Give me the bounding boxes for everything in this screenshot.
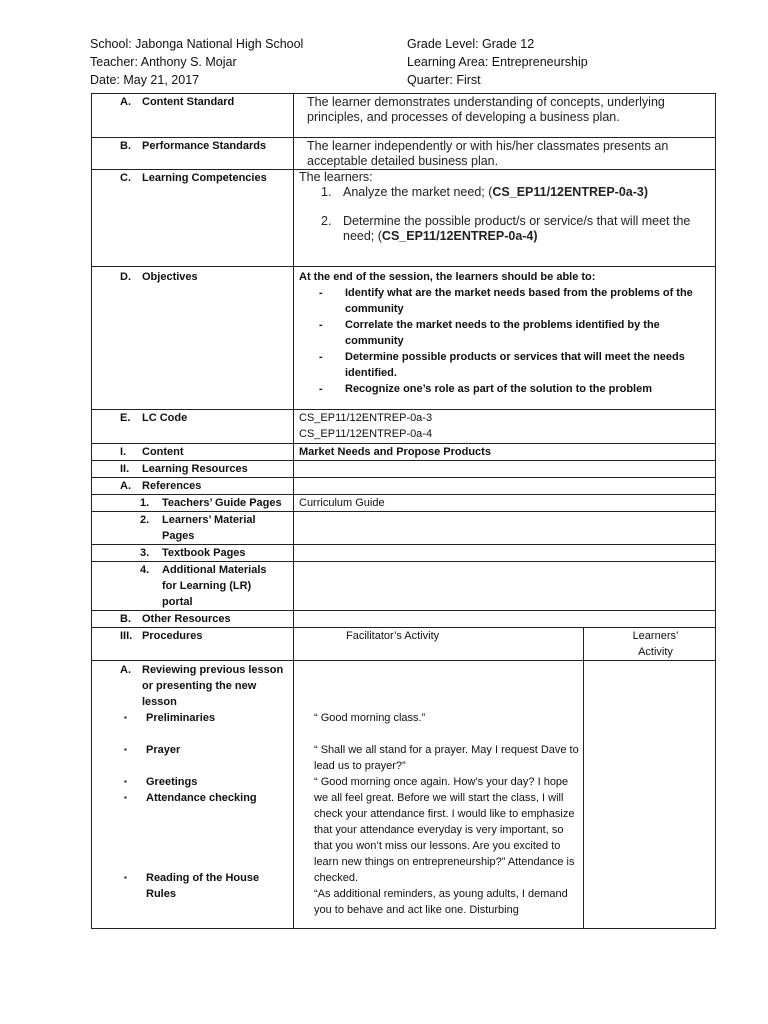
row-other-resources: B. Other Resources (92, 611, 716, 628)
step-attendance: ▪ Attendance checking (124, 792, 257, 804)
learners-activity-header: Learners’ Activity (632, 630, 679, 658)
reference-label: Learners’ Material Pages (162, 514, 256, 542)
other-resources-label: Other Resources (142, 613, 231, 625)
bullet-icon: ▪ (124, 793, 127, 802)
bullet-icon: ▪ (124, 873, 127, 882)
performance-standards-text: The learner independently or with his/her classmates presents an acceptable detailed business plan. (307, 139, 669, 168)
learning-competencies-label: Learning Competencies (142, 172, 267, 184)
competency-item: 1. Analyze the market need; (CS_EP11/12ENTREP-0a-3) (321, 185, 649, 199)
step-greetings: ▪ Greetings (124, 776, 198, 788)
row-reference-item: 2. Learners’ Material Pages (92, 512, 716, 545)
school-name: School: Jabonga National High School (90, 37, 304, 51)
reference-value: Curriculum Guide (299, 497, 385, 509)
row-reviewing-lesson: A. Reviewing previous lesson or presenting the new lesson ▪ Preliminaries ▪ Prayer ▪ Greetings ▪ Attendance checking ▪ Reading of the House Rules “ Good morning class.” “ Shall we all stand for a prayer. May I request Dave to lead us to prayer?” “ Good morning once again. How’s your day? I hope we all feel great. Before we will start the class, I will check your attendance first. I would like to emphasize that your attendance everyday is very important, so that you won’t miss our lessons. Are you excited to learn new things on entrepreneurship?” Attendance is checked. “As additional reminders, as young adults, I demand you to behave and act like one. Disturbing (92, 661, 716, 929)
lc-code-value: CS_EP11/12ENTREP-0a-3 (299, 412, 433, 424)
objective-item: - Correlate the market needs to the problems identified by the community (319, 319, 660, 347)
row-objectives: D. Objectives At the end of the session, the learners should be able to: - Identify what are the market needs based from the problems of the community - Correlate the market needs to the problems identified by the community - Determine possible products or services that will meet the needs identified. - Recognize one’s role as part of the solution to the problem (92, 267, 716, 410)
row-procedures: III. Procedures Facilitator’s Activity Learners’ Activity (92, 628, 716, 661)
header-left (90, 35, 303, 89)
header-right (407, 35, 588, 89)
learning-area: Learning Area: Entrepreneurship (407, 55, 588, 69)
objectives-list (299, 285, 709, 397)
procedures-label: Procedures (142, 630, 203, 642)
objectives-intro: At the end of the session, the learners should be able to: (299, 271, 596, 283)
row-learning-competencies: C. Learning Competencies The learners: 1. Analyze the market need; (CS_EP11/12ENTREP-0a-3) 2. Determine the possible product/s or service/s that will meet the need; (CS_EP11/12ENTREP-0a-4) (92, 170, 716, 267)
row-references: A. References (92, 478, 716, 495)
row-learning-resources: II. Learning Resources (92, 461, 716, 478)
bullet-icon: ▪ (124, 745, 127, 754)
objectives-label: Objectives (142, 271, 198, 283)
facilitator-greetings: “ Good morning once again. How’s your day? I hope we all feel great. Before we will start the class, I will check your attendance first. I would like to emphasize that your attendance everyday is very important, so that you won’t miss our lessons. Are you excited to learn new things on entrepreneurship?” Attendance is checked. (314, 776, 575, 884)
lc-code-value: CS_EP11/12ENTREP-0a-4 (299, 428, 433, 440)
teacher-name: Teacher: Anthony S. Mojar (90, 55, 237, 69)
reference-label: Teachers’ Guide Pages (162, 497, 282, 509)
quarter: Quarter: First (407, 73, 481, 87)
row-performance-standards: B. Performance Standards The learner independently or with his/her classmates presents an acceptable detailed business plan. (92, 138, 716, 170)
row-content: I. Content Market Needs and Propose Products (92, 444, 716, 461)
row-lc-code: E. LC Code CS_EP11/12ENTREP-0a-3 CS_EP11/12ENTREP-0a-4 (92, 410, 716, 444)
competencies-intro: The learners: (299, 170, 373, 184)
facilitator-prayer: “ Shall we all stand for a prayer. May I request Dave to lead us to prayer?” (314, 744, 579, 772)
content-standard-text: The learner demonstrates understanding of concepts, underlying principles, and processes of developing a business plan. (307, 95, 665, 124)
learners-activity-cell (584, 661, 716, 929)
reference-label: Textbook Pages (162, 547, 246, 559)
lesson-plan-table (91, 93, 716, 929)
performance-standards-label: Performance Standards (142, 140, 267, 152)
learning-resources-label: Learning Resources (142, 463, 248, 475)
content-value: Market Needs and Propose Products (299, 446, 491, 458)
row-reference-item: 4. Additional Materials for Learning (LR) portal (92, 562, 716, 611)
step-prayer: ▪ Prayer (124, 744, 181, 756)
row-reference-item: 3. Textbook Pages (92, 545, 716, 562)
facilitator-house-rules: “As additional reminders, as young adults, I demand you to behave and act like one. Disturbing (314, 888, 568, 916)
step-house-rules: ▪ Reading of the House Rules (124, 872, 260, 900)
row-reference-item: 1. Teachers’ Guide Pages Curriculum Guide (92, 495, 716, 512)
row-content-standard: A. Content Standard The learner demonstrates understanding of concepts, underlying principles, and processes of developing a business plan. (92, 94, 716, 138)
bullet-icon: ▪ (124, 713, 127, 722)
facilitator-activity-header: Facilitator’s Activity (346, 630, 440, 642)
bullet-icon: ▪ (124, 777, 127, 786)
grade-level: Grade Level: Grade 12 (407, 37, 535, 51)
step-preliminaries: ▪ Preliminaries (124, 712, 216, 724)
lc-code-label: LC Code (142, 412, 188, 424)
facilitator-preliminaries: “ Good morning class.” (314, 712, 426, 724)
content-standard-label: Content Standard (142, 96, 235, 108)
lesson-date: Date: May 21, 2017 (90, 73, 200, 87)
competency-item: 2. Determine the possible product/s or service/s that will meet the need; (CS_EP11/12ENTREP-0a-4) (321, 214, 691, 243)
content-label: Content (142, 446, 184, 458)
objective-item: - Determine possible products or services that will meet the needs identified. (319, 351, 685, 379)
objective-item: - Recognize one’s role as part of the solution to the problem (319, 383, 653, 395)
objective-item: - Identify what are the market needs based from the problems of the community (319, 287, 693, 315)
reference-label: Additional Materials for Learning (LR) portal (162, 564, 267, 608)
reviewing-label: Reviewing previous lesson or presenting the new lesson (142, 664, 284, 708)
references-label: References (142, 480, 202, 492)
